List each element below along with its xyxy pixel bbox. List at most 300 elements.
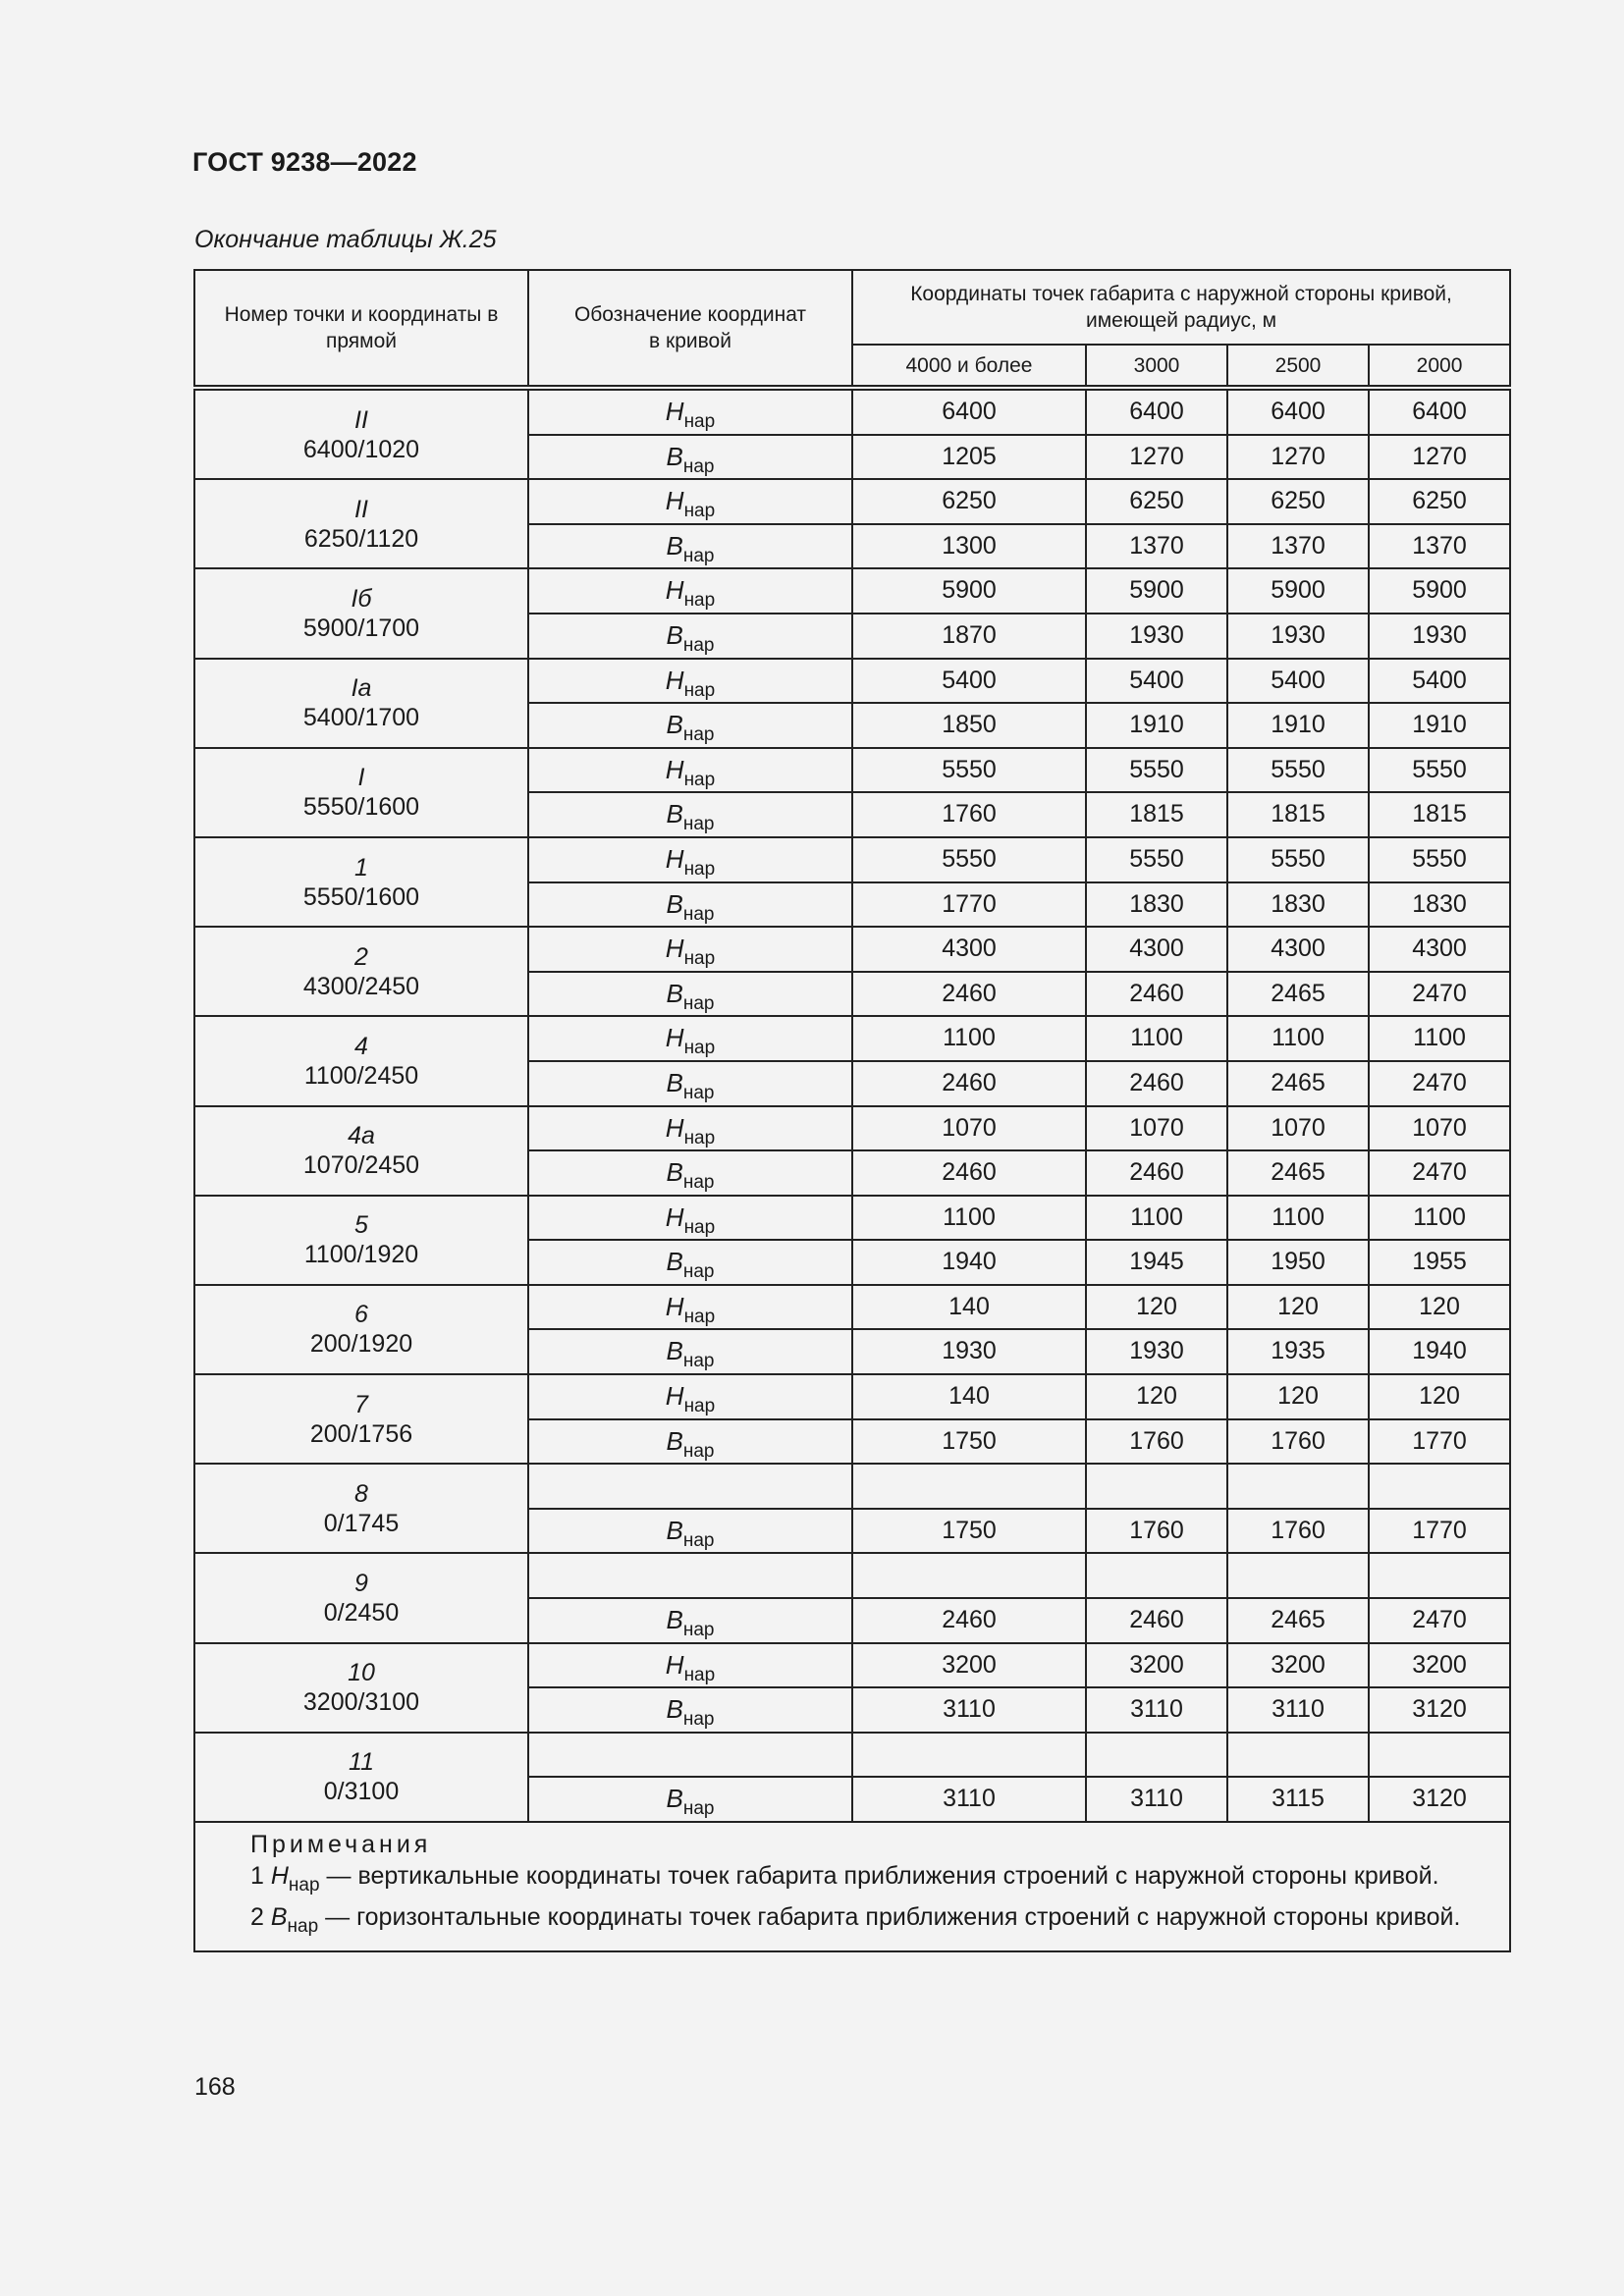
- value-cell: [1227, 837, 1369, 927]
- h-value: [853, 1554, 1085, 1597]
- h-value: 5400: [1271, 666, 1326, 694]
- notes-section: [194, 1822, 1510, 1951]
- h-value: [1087, 1554, 1226, 1597]
- h-value: 120: [1277, 1382, 1319, 1411]
- value-cell: [852, 1733, 1086, 1822]
- h-value: [1370, 1734, 1509, 1777]
- designation-cell: [528, 1553, 852, 1642]
- point-coordinates: 0/2450: [323, 1599, 400, 1628]
- designation-b: $B_{нар}$: [529, 434, 851, 479]
- h-value: 5550: [1412, 755, 1467, 783]
- h-value: [1370, 1465, 1509, 1508]
- point-coordinates: 200/1920: [309, 1330, 413, 1359]
- point-cell: [194, 1196, 528, 1285]
- designation-h: [529, 1734, 851, 1777]
- h-value: 5550: [1271, 844, 1326, 873]
- value-cell: [1369, 1464, 1510, 1553]
- note-item: 2 $B_{нар}$ — горизонтальные координаты точек габарита приближения строений с наружной стороны кривой.: [250, 1903, 1461, 1937]
- designation-b: $B_{нар}$: [529, 1418, 851, 1464]
- value-cell: [1086, 1016, 1227, 1105]
- point-id: 1: [354, 853, 368, 881]
- h-value: 4300: [1412, 934, 1467, 963]
- b-value: 1760: [1228, 1508, 1368, 1553]
- point-cell: [194, 659, 528, 748]
- point-coordinates: 0/1745: [323, 1509, 400, 1537]
- h-value: 140: [948, 1382, 990, 1411]
- value-cell: [1086, 479, 1227, 568]
- point-id: II: [354, 405, 368, 434]
- b-value: 1830: [1087, 881, 1226, 927]
- h-value: 5550: [942, 755, 997, 783]
- column-header-radius: 2500: [1227, 345, 1369, 388]
- b-value: 2460: [1087, 1149, 1226, 1195]
- h-value: 6400: [942, 398, 997, 425]
- b-value: 1370: [1228, 523, 1368, 568]
- b-value: 1830: [1370, 881, 1509, 927]
- point-coordinates: 5550/1600: [302, 882, 420, 911]
- h-value: 1070: [1412, 1113, 1467, 1142]
- point-cell: [194, 837, 528, 927]
- h-value: 1100: [1272, 1202, 1325, 1231]
- value-cell: [1227, 1106, 1369, 1196]
- value-cell: [1369, 927, 1510, 1016]
- value-cell: [1369, 1553, 1510, 1642]
- b-value: 1950: [1228, 1239, 1368, 1284]
- point-id: 11: [349, 1748, 374, 1777]
- h-value: 1100: [1413, 1024, 1466, 1052]
- b-value: 2460: [1087, 1597, 1226, 1642]
- designation-cell: [528, 748, 852, 837]
- b-value: 1750: [853, 1418, 1085, 1464]
- b-value: 2465: [1228, 1149, 1368, 1195]
- b-value: 2465: [1228, 1060, 1368, 1105]
- point-cell: [194, 1643, 528, 1733]
- b-value: 1370: [1087, 523, 1226, 568]
- b-value: 3120: [1370, 1776, 1509, 1821]
- b-value: 2460: [853, 971, 1085, 1016]
- value-cell: [1086, 1374, 1227, 1464]
- point-cell: [194, 1553, 528, 1642]
- designation-cell: [528, 659, 852, 748]
- b-value: 1760: [1228, 1418, 1368, 1464]
- b-value: 1770: [1370, 1508, 1509, 1553]
- column-header-designation: Обозначение координат в кривой: [528, 270, 852, 388]
- table-row: [194, 659, 1510, 748]
- notes-title: Примечания: [250, 1831, 432, 1858]
- document-standard-header: ГОСТ 9238—2022: [192, 147, 417, 177]
- h-value: [853, 1465, 1085, 1508]
- h-value: [1228, 1554, 1368, 1597]
- b-value: 1930: [1228, 613, 1368, 658]
- designation-b: $B_{нар}$: [529, 1239, 851, 1284]
- column-header-radius: 2000: [1369, 345, 1510, 388]
- designation-b: $B_{нар}$: [529, 881, 851, 927]
- point-cell: [194, 388, 528, 479]
- point-id: Iб: [351, 584, 372, 613]
- point-coordinates: 0/3100: [323, 1778, 400, 1806]
- table-row: [194, 837, 1510, 927]
- b-value: 1940: [1370, 1328, 1509, 1373]
- b-value: 1945: [1087, 1239, 1226, 1284]
- h-value: [853, 1734, 1085, 1777]
- b-value: 1760: [1087, 1418, 1226, 1464]
- value-cell: [1227, 568, 1369, 658]
- value-cell: [1227, 927, 1369, 1016]
- value-cell: [1369, 1016, 1510, 1105]
- h-value: 6250: [942, 487, 997, 515]
- value-cell: [1369, 568, 1510, 658]
- point-id: 8: [354, 1479, 368, 1508]
- h-value: 3200: [942, 1650, 997, 1679]
- h-value: 1100: [943, 1024, 996, 1052]
- h-value: 5550: [1129, 755, 1184, 783]
- value-cell: [852, 837, 1086, 927]
- value-cell: [852, 1106, 1086, 1196]
- b-value: 1930: [1370, 613, 1509, 658]
- point-cell: [194, 1016, 528, 1105]
- designation-h: $H_{нар}$: [665, 754, 716, 790]
- h-value: 5400: [1412, 666, 1467, 694]
- table-row: [194, 1643, 1510, 1733]
- point-id: 4а: [348, 1122, 375, 1150]
- designation-cell: [528, 1016, 852, 1105]
- value-cell: [1369, 748, 1510, 837]
- b-value: 1940: [853, 1239, 1085, 1284]
- value-cell: [1227, 1196, 1369, 1285]
- h-value: 3200: [1271, 1650, 1326, 1679]
- value-cell: [1086, 748, 1227, 837]
- designation-cell: [528, 1106, 852, 1196]
- designation-b: $B_{нар}$: [529, 791, 851, 836]
- b-value: 1850: [853, 702, 1085, 747]
- table-row: [194, 388, 1510, 479]
- b-value: 1955: [1370, 1239, 1509, 1284]
- b-value: 1815: [1087, 791, 1226, 836]
- value-cell: [1227, 1643, 1369, 1733]
- column-header-radius: 3000: [1086, 345, 1227, 388]
- designation-cell: [528, 568, 852, 658]
- designation-b: $B_{нар}$: [529, 1060, 851, 1105]
- table-row: [194, 1196, 1510, 1285]
- b-value: 3110: [1087, 1776, 1226, 1821]
- point-cell: [194, 1374, 528, 1464]
- value-cell: [852, 1374, 1086, 1464]
- designation-h: $H_{нар}$: [665, 1112, 716, 1148]
- b-value: 2470: [1370, 1060, 1509, 1105]
- value-cell: [1369, 1374, 1510, 1464]
- b-value: 1930: [1087, 1328, 1226, 1373]
- b-value: 1770: [1370, 1418, 1509, 1464]
- point-coordinates: 200/1756: [309, 1419, 413, 1448]
- value-cell: [852, 927, 1086, 1016]
- b-value: 1930: [853, 1328, 1085, 1373]
- table-row: [194, 927, 1510, 1016]
- table-row: [194, 1285, 1510, 1374]
- point-cell: [194, 1464, 528, 1553]
- designation-b: $B_{нар}$: [529, 1776, 851, 1821]
- h-value: 5400: [942, 666, 997, 694]
- point-coordinates: 5550/1600: [302, 793, 420, 822]
- h-value: 6400: [1129, 398, 1184, 425]
- h-value: 5550: [942, 844, 997, 873]
- b-value: 3110: [853, 1776, 1085, 1821]
- value-cell: [1086, 1106, 1227, 1196]
- b-value: 3120: [1370, 1686, 1509, 1732]
- value-cell: [852, 1553, 1086, 1642]
- h-value: 6250: [1412, 487, 1467, 515]
- value-cell: [1227, 1553, 1369, 1642]
- value-cell: [1369, 1196, 1510, 1285]
- point-cell: [194, 479, 528, 568]
- value-cell: [852, 568, 1086, 658]
- designation-b: $B_{нар}$: [529, 1597, 851, 1642]
- value-cell: [1227, 479, 1369, 568]
- designation-cell: [528, 927, 852, 1016]
- h-value: [1228, 1734, 1368, 1777]
- point-coordinates: 6250/1120: [303, 524, 419, 553]
- value-cell: [852, 479, 1086, 568]
- point-id: I: [357, 764, 365, 792]
- point-id: Iа: [351, 674, 372, 703]
- h-value: 1100: [1130, 1202, 1183, 1231]
- h-value: 1100: [943, 1202, 996, 1231]
- designation-cell: [528, 837, 852, 927]
- point-id: 7: [354, 1390, 368, 1418]
- b-value: 3115: [1228, 1776, 1368, 1821]
- designation-h: $H_{нар}$: [665, 934, 716, 970]
- table-row: [194, 1016, 1510, 1105]
- value-cell: [1227, 1016, 1369, 1105]
- designation-h: [529, 1465, 851, 1508]
- h-value: 1100: [1272, 1024, 1325, 1052]
- point-cell: [194, 568, 528, 658]
- point-cell: [194, 1106, 528, 1196]
- b-value: 2465: [1228, 971, 1368, 1016]
- b-value: 3110: [1228, 1686, 1368, 1732]
- designation-h: $H_{нар}$: [665, 1201, 716, 1238]
- table-row: [194, 1553, 1510, 1642]
- h-value: 6250: [1129, 487, 1184, 515]
- h-value: 6250: [1271, 487, 1326, 515]
- designation-cell: [528, 388, 852, 479]
- designation-b: $B_{нар}$: [529, 1508, 851, 1553]
- value-cell: [852, 1285, 1086, 1374]
- b-value: 2470: [1370, 971, 1509, 1016]
- column-header-radius: 4000 и более: [852, 345, 1086, 388]
- point-coordinates: 1100/2450: [303, 1061, 419, 1090]
- designation-cell: [528, 1196, 852, 1285]
- h-value: 120: [1136, 1382, 1177, 1411]
- b-value: 2465: [1228, 1597, 1368, 1642]
- b-value: 2460: [853, 1060, 1085, 1105]
- h-value: 120: [1136, 1292, 1177, 1320]
- designation-h: $H_{нар}$: [665, 1291, 716, 1327]
- value-cell: [1369, 388, 1510, 479]
- h-value: [1228, 1465, 1368, 1508]
- h-value: 120: [1419, 1292, 1460, 1320]
- point-coordinates: 5900/1700: [302, 614, 420, 642]
- value-cell: [1227, 388, 1369, 479]
- b-value: 2470: [1370, 1149, 1509, 1195]
- designation-b: $B_{нар}$: [529, 702, 851, 747]
- designation-b: $B_{нар}$: [529, 1328, 851, 1373]
- value-cell: [852, 1643, 1086, 1733]
- value-cell: [852, 1016, 1086, 1105]
- value-cell: [852, 1196, 1086, 1285]
- point-cell: [194, 748, 528, 837]
- value-cell: [1086, 1553, 1227, 1642]
- b-value: 1870: [853, 613, 1085, 658]
- point-coordinates: 6400/1020: [302, 435, 420, 463]
- point-coordinates: 3200/3100: [302, 1688, 420, 1717]
- h-value: 120: [1277, 1292, 1319, 1320]
- value-cell: [1086, 1464, 1227, 1553]
- designation-cell: [528, 1733, 852, 1822]
- value-cell: [1227, 1285, 1369, 1374]
- table-row: [194, 1106, 1510, 1196]
- point-id: 5: [354, 1211, 368, 1240]
- designation-b: $B_{нар}$: [529, 1686, 851, 1732]
- designation-cell: [528, 1374, 852, 1464]
- value-cell: [1369, 659, 1510, 748]
- value-cell: [1227, 1464, 1369, 1553]
- value-cell: [1227, 1374, 1369, 1464]
- h-value: 5900: [1412, 576, 1467, 605]
- h-value: 3200: [1129, 1650, 1184, 1679]
- h-value: [1370, 1554, 1509, 1597]
- h-value: 5550: [1129, 844, 1184, 873]
- designation-h: $H_{нар}$: [665, 1649, 716, 1685]
- designation-cell: [528, 1643, 852, 1733]
- b-value: 2460: [853, 1597, 1085, 1642]
- h-value: 4300: [1129, 934, 1184, 963]
- h-value: 1070: [1129, 1113, 1184, 1142]
- designation-h: $H_{нар}$: [665, 665, 716, 701]
- h-value: [1087, 1465, 1226, 1508]
- table-row: [194, 1374, 1510, 1464]
- value-cell: [852, 748, 1086, 837]
- h-value: 5900: [942, 576, 997, 605]
- value-cell: [1227, 659, 1369, 748]
- b-value: 1935: [1228, 1328, 1368, 1373]
- value-cell: [1086, 1285, 1227, 1374]
- value-cell: [1086, 837, 1227, 927]
- b-value: 1760: [1087, 1508, 1226, 1553]
- h-value: 1070: [942, 1113, 997, 1142]
- b-value: 1815: [1228, 791, 1368, 836]
- h-value: [1087, 1734, 1226, 1777]
- designation-h: $H_{нар}$: [665, 843, 716, 880]
- point-id: II: [354, 495, 368, 523]
- h-value: 5550: [1412, 844, 1467, 873]
- value-cell: [852, 1464, 1086, 1553]
- table-row: [194, 479, 1510, 568]
- value-cell: [1369, 1285, 1510, 1374]
- b-value: 2460: [1087, 971, 1226, 1016]
- h-value: 140: [948, 1292, 990, 1320]
- designation-h: $H_{нар}$: [665, 1381, 716, 1417]
- b-value: 1270: [1087, 434, 1226, 479]
- page-number: 168: [194, 2073, 236, 2101]
- value-cell: [1086, 927, 1227, 1016]
- coordinates-table: [193, 269, 1511, 1952]
- b-value: 1370: [1370, 523, 1509, 568]
- value-cell: [1369, 479, 1510, 568]
- h-value: 5900: [1271, 576, 1326, 605]
- value-cell: [1227, 748, 1369, 837]
- table-row: [194, 748, 1510, 837]
- value-cell: [1086, 1643, 1227, 1733]
- h-value: 1100: [1130, 1024, 1183, 1052]
- h-value: 4300: [1271, 934, 1326, 963]
- b-value: 3110: [853, 1686, 1085, 1732]
- value-cell: [1086, 388, 1227, 479]
- designation-b: $B_{нар}$: [529, 971, 851, 1016]
- value-cell: [1086, 1196, 1227, 1285]
- designation-cell: [528, 479, 852, 568]
- value-cell: [1369, 1733, 1510, 1822]
- b-value: 1910: [1228, 702, 1368, 747]
- point-id: 2: [354, 942, 368, 971]
- h-value: 120: [1419, 1382, 1460, 1411]
- value-cell: [852, 659, 1086, 748]
- designation-b: $B_{нар}$: [529, 523, 851, 568]
- h-value: 6400: [1412, 398, 1467, 425]
- b-value: 1910: [1087, 702, 1226, 747]
- point-coordinates: 5400/1700: [302, 704, 420, 732]
- value-cell: [1086, 1733, 1227, 1822]
- designation-cell: [528, 1464, 852, 1553]
- h-value: 1070: [1271, 1113, 1326, 1142]
- value-cell: [1086, 659, 1227, 748]
- point-id: 9: [354, 1570, 368, 1598]
- table-row: [194, 568, 1510, 658]
- designation-h: $H_{нар}$: [665, 1023, 716, 1059]
- table-row: [194, 1733, 1510, 1822]
- b-value: 1300: [853, 523, 1085, 568]
- h-value: 5400: [1129, 666, 1184, 694]
- point-coordinates: 1100/1920: [303, 1241, 419, 1269]
- b-value: 1910: [1370, 702, 1509, 747]
- point-id: 4: [354, 1032, 368, 1060]
- b-value: 1815: [1370, 791, 1509, 836]
- point-coordinates: 1070/2450: [302, 1151, 420, 1180]
- value-cell: [1369, 1106, 1510, 1196]
- value-cell: [1086, 568, 1227, 658]
- designation-h: [529, 1554, 851, 1597]
- b-value: 1770: [853, 881, 1085, 927]
- designation-cell: [528, 1285, 852, 1374]
- h-value: 4300: [942, 934, 997, 963]
- designation-h: $H_{нар}$: [665, 397, 716, 432]
- value-cell: [852, 388, 1086, 479]
- table-body: [194, 388, 1510, 1822]
- b-value: 1760: [853, 791, 1085, 836]
- b-value: 1270: [1370, 434, 1509, 479]
- note-item: 1 $H_{нар}$ — вертикальные координаты точек габарита приближения строений с наружной стороны кривой.: [250, 1862, 1439, 1896]
- h-value: 5900: [1129, 576, 1184, 605]
- value-cell: [1227, 1733, 1369, 1822]
- point-id: 6: [354, 1301, 368, 1329]
- b-value: 1750: [853, 1508, 1085, 1553]
- column-header-point: Номер точки и координаты в прямой: [194, 270, 528, 388]
- b-value: 2460: [1087, 1060, 1226, 1105]
- b-value: 1930: [1087, 613, 1226, 658]
- column-header-group: Координаты точек габарита с наружной стороны кривой, имеющей радиус, м: [852, 270, 1510, 345]
- b-value: 2470: [1370, 1597, 1509, 1642]
- h-value: 5550: [1271, 755, 1326, 783]
- value-cell: [1369, 837, 1510, 927]
